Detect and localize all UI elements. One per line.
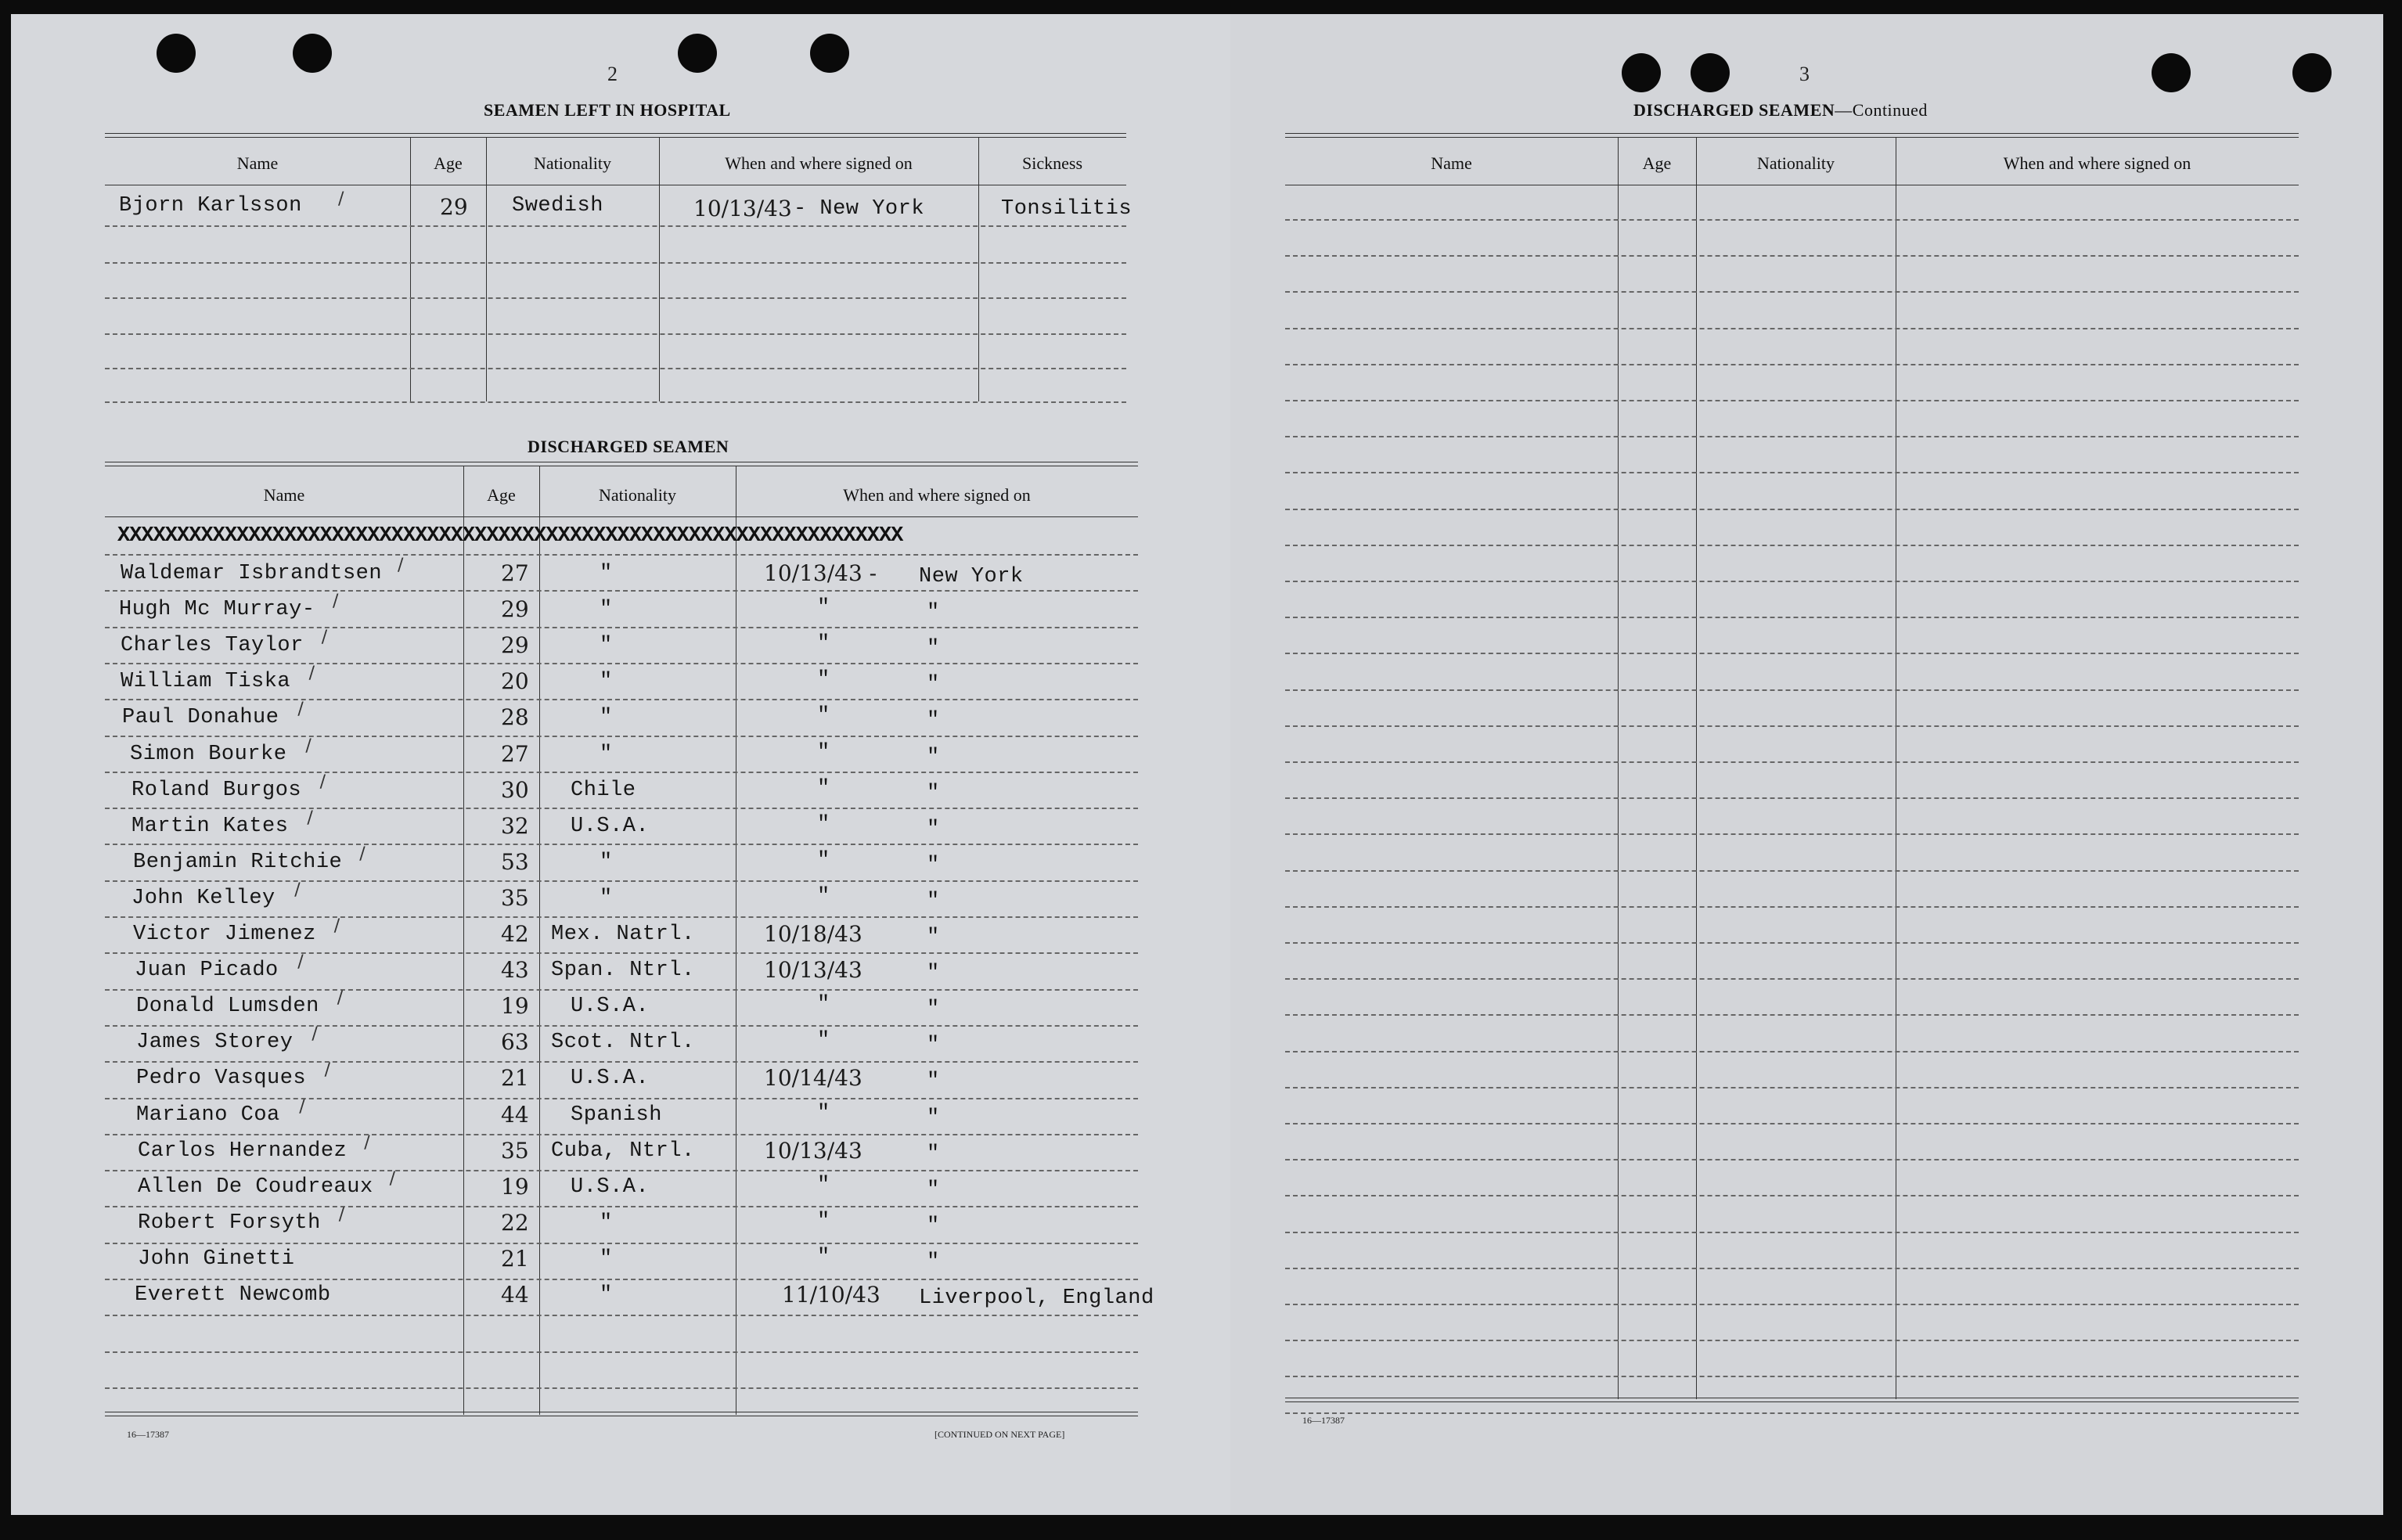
row-rule <box>105 262 1126 264</box>
signed-on-date: 10/18/43 <box>764 921 862 947</box>
signed-on-date: 10/13/43 - <box>764 560 877 586</box>
row-rule <box>105 1315 1138 1316</box>
check-mark: / <box>364 1133 370 1153</box>
seaman-name: Hugh Mc Murray- <box>119 598 315 621</box>
seaman-age: 29 <box>501 596 529 622</box>
seaman-name: Benjamin Ritchie <box>133 851 343 874</box>
row-rule <box>105 1170 1138 1171</box>
row-rule <box>1285 1268 2299 1269</box>
seaman-age: 27 <box>501 560 529 586</box>
column-rule <box>978 137 979 401</box>
signed-on-place: " <box>927 637 940 660</box>
check-mark: / <box>333 592 339 611</box>
check-mark: / <box>294 880 301 900</box>
seaman-name: John Kelley <box>131 887 275 910</box>
row-rule <box>105 1243 1138 1244</box>
row-rule <box>105 699 1138 700</box>
check-mark: / <box>338 189 344 209</box>
punch-hole <box>157 34 196 73</box>
check-mark: / <box>359 844 366 864</box>
signed-on-place: " <box>927 673 940 696</box>
signed-on-date: 11/10/43 <box>782 1282 880 1308</box>
seaman-age: 27 <box>501 741 529 767</box>
column-header: Name <box>1431 153 1472 173</box>
left-page <box>11 14 1230 1515</box>
seaman-name: Waldemar Isbrandtsen <box>121 562 383 585</box>
row-rule <box>1285 364 2299 365</box>
signed-on-place: " <box>927 782 940 805</box>
seaman-nationality: Cuba, Ntrl. <box>551 1139 695 1163</box>
seaman-nationality: " <box>600 743 613 766</box>
punch-hole <box>1691 53 1730 92</box>
seaman-name: William Tiska <box>121 670 291 693</box>
signed-on-date: " <box>817 704 830 728</box>
check-mark: / <box>297 952 304 972</box>
punch-hole <box>293 34 332 73</box>
header-rule <box>105 516 1138 517</box>
row-rule <box>1285 870 2299 872</box>
seaman-age: 53 <box>501 849 529 875</box>
seaman-name: Carlos Hernandez <box>138 1139 348 1163</box>
row-rule <box>1285 761 2299 763</box>
column-header: When and where signed on <box>725 153 913 173</box>
page-number: 3 <box>1799 63 1810 85</box>
seaman-nationality: " <box>600 598 613 621</box>
column-rule <box>486 137 487 401</box>
signed-on-place: " <box>927 601 940 624</box>
seaman-name: Victor Jimenez <box>133 923 316 946</box>
row-rule <box>105 1206 1138 1207</box>
column-header: Age <box>487 485 516 505</box>
row-rule <box>1285 436 2299 437</box>
seaman-name: Mariano Coa <box>136 1103 280 1127</box>
seaman-name: Paul Donahue <box>122 706 279 729</box>
row-rule <box>105 952 1138 954</box>
seaman-age: 35 <box>501 885 529 911</box>
seaman-age: 44 <box>501 1102 529 1128</box>
seaman-nationality: Span. Ntrl. <box>551 959 695 982</box>
row-rule <box>1285 328 2299 329</box>
seaman-name: Allen De Coudreaux <box>138 1175 373 1199</box>
row-rule <box>1285 1051 2299 1052</box>
row-rule <box>105 663 1138 664</box>
row-rule <box>105 1025 1138 1027</box>
column-rule <box>1696 137 1697 1399</box>
seaman-age: 19 <box>501 1174 529 1200</box>
row-rule <box>105 844 1138 845</box>
column-header: Nationality <box>599 485 676 505</box>
seaman-name: Roland Burgos <box>131 779 302 802</box>
right-page <box>1230 14 2383 1515</box>
column-rule <box>539 466 540 1415</box>
column-rule <box>463 466 464 1415</box>
row-rule <box>105 1098 1138 1099</box>
row-rule <box>105 368 1126 369</box>
table-top-rule <box>105 137 1126 138</box>
form-number: 16—17387 <box>127 1429 169 1440</box>
column-rule <box>1618 137 1619 1399</box>
signed-on-place: " <box>927 818 940 841</box>
check-mark: / <box>307 808 313 828</box>
seaman-age: 32 <box>501 813 529 839</box>
check-mark: / <box>319 772 326 792</box>
seaman-name: Martin Kates <box>131 815 289 838</box>
row-rule <box>1285 689 2299 691</box>
row-rule <box>1285 509 2299 510</box>
punch-hole <box>810 34 849 73</box>
row-rule <box>105 808 1138 809</box>
row-rule <box>1285 1304 2299 1305</box>
continued-section-title <box>1633 100 1928 121</box>
signed-on-date: " <box>817 1210 830 1233</box>
row-rule <box>1285 617 2299 618</box>
row-rule <box>1285 255 2299 257</box>
section-title-suffix: —Continued <box>1835 100 1928 120</box>
seaman-name: Simon Bourke <box>130 743 287 766</box>
column-header: Age <box>434 153 463 173</box>
seaman-nationality: U.S.A. <box>571 995 650 1018</box>
seaman-age: 35 <box>501 1138 529 1164</box>
check-mark: / <box>389 1169 396 1189</box>
row-rule <box>1285 1195 2299 1196</box>
signed-on-place: " <box>927 1106 940 1130</box>
seaman-age: 28 <box>501 704 529 730</box>
table-top-rule <box>105 133 1126 134</box>
signed-on-date: " <box>817 993 830 1016</box>
punch-hole <box>678 34 717 73</box>
column-header: When and where signed on <box>843 485 1031 505</box>
row-rule <box>105 880 1138 882</box>
column-rule <box>659 137 660 401</box>
table-top-rule <box>1285 133 2299 134</box>
seaman-nationality: U.S.A. <box>571 1067 650 1090</box>
row-rule <box>105 736 1138 737</box>
seaman-age: 19 <box>501 993 529 1019</box>
punch-hole <box>1622 53 1661 92</box>
seaman-age: 20 <box>501 668 529 694</box>
row-rule <box>1285 978 2299 980</box>
row-rule <box>105 1134 1138 1135</box>
column-header: Age <box>1642 153 1672 173</box>
row-rule <box>105 590 1138 592</box>
seaman-nationality: " <box>600 851 613 874</box>
punch-hole <box>2292 53 2332 92</box>
signed-on-date: " <box>817 1102 830 1125</box>
row-rule <box>1285 797 2299 799</box>
signed-on-date: " <box>817 632 830 656</box>
column-header: When and where signed on <box>2003 153 2191 173</box>
row-rule <box>1285 1087 2299 1088</box>
signed-on-place: " <box>927 998 940 1021</box>
check-mark: / <box>324 1060 331 1080</box>
row-rule <box>1285 1159 2299 1160</box>
row-rule <box>105 225 1126 227</box>
row-rule <box>105 772 1138 773</box>
row-rule <box>105 1279 1138 1280</box>
seaman-nationality: Scot. Ntrl. <box>551 1031 695 1054</box>
seaman-age: 21 <box>501 1065 529 1091</box>
form-number: 16—17387 <box>1302 1415 1345 1426</box>
discharged-section-title: DISCHARGED SEAMEN <box>528 437 729 456</box>
seaman-name: Juan Picado <box>135 959 279 982</box>
hospital-section-title: SEAMEN LEFT IN HOSPITAL <box>484 100 731 120</box>
check-mark: / <box>338 1205 345 1225</box>
row-rule <box>105 1387 1138 1389</box>
row-rule <box>1285 942 2299 944</box>
seaman-age: 21 <box>501 1246 529 1272</box>
row-rule <box>1285 1340 2299 1341</box>
row-rule <box>1285 581 2299 582</box>
row-rule <box>105 401 1126 403</box>
row-rule <box>1285 545 2299 546</box>
row-rule <box>105 627 1138 628</box>
seaman-name: James Storey <box>136 1031 293 1054</box>
signed-on-date: " <box>817 849 830 873</box>
check-mark: / <box>337 988 344 1008</box>
signed-on-date: " <box>817 741 830 765</box>
check-mark: / <box>398 556 404 575</box>
signed-on-place: Liverpool, England <box>919 1286 1154 1310</box>
row-rule <box>1285 833 2299 835</box>
check-mark: / <box>299 1097 305 1117</box>
seaman-name: Pedro Vasques <box>136 1067 307 1090</box>
signed-on-place: " <box>927 854 940 877</box>
row-rule <box>1285 291 2299 293</box>
check-mark: / <box>308 664 315 683</box>
seaman-nationality: U.S.A. <box>571 815 650 838</box>
row-rule <box>105 297 1126 299</box>
section-title-text: DISCHARGED SEAMEN <box>1633 100 1835 120</box>
signed-on-place: " <box>927 746 940 769</box>
continued-note: [CONTINUED ON NEXT PAGE] <box>935 1429 1065 1440</box>
signed-on-date: " <box>817 596 830 620</box>
row-rule <box>105 989 1138 991</box>
check-mark: / <box>333 916 340 936</box>
signed-on-place: - New York <box>794 197 925 221</box>
seaman-name: Charles Taylor <box>121 634 304 657</box>
seaman-name: Donald Lumsden <box>136 995 319 1018</box>
row-rule <box>1285 1376 2299 1377</box>
seaman-nationality: " <box>600 887 613 910</box>
column-header: Sickness <box>1022 153 1082 173</box>
column-header: Name <box>236 153 279 173</box>
signed-on-date: 10/14/43 <box>764 1065 862 1091</box>
row-rule <box>1285 1232 2299 1233</box>
row-rule <box>105 1061 1138 1063</box>
signed-on-date: 10/13/43 <box>764 1138 862 1164</box>
signed-on-place: " <box>927 926 940 949</box>
row-rule <box>105 916 1138 918</box>
signed-on-date: " <box>817 813 830 837</box>
table-top-rule <box>1285 137 2299 138</box>
seaman-age: 44 <box>501 1282 529 1308</box>
seaman-age: 29 <box>440 194 468 220</box>
punch-hole <box>2152 53 2191 92</box>
seaman-age: 22 <box>501 1210 529 1236</box>
signed-on-place: " <box>927 962 940 985</box>
signed-on-date: " <box>817 885 830 909</box>
signed-on-place: " <box>927 1142 940 1166</box>
signed-on-date: " <box>817 777 830 801</box>
column-header: Name <box>263 485 305 505</box>
row-rule <box>1285 906 2299 908</box>
row-rule <box>1285 1123 2299 1124</box>
signed-on-place: " <box>927 1250 940 1274</box>
seaman-nationality: " <box>600 670 613 693</box>
signed-on-place: " <box>927 709 940 732</box>
check-mark: / <box>297 700 304 719</box>
row-rule <box>1285 1014 2299 1016</box>
seaman-nationality: Mex. Natrl. <box>551 923 695 946</box>
check-mark: / <box>305 736 312 756</box>
column-header: Nationality <box>534 153 611 173</box>
signed-on-place: " <box>927 1034 940 1057</box>
seaman-nationality: " <box>600 1247 613 1271</box>
seaman-name: Robert Forsyth <box>138 1211 321 1235</box>
row-rule <box>1285 400 2299 401</box>
seaman-nationality: Swedish <box>512 194 603 218</box>
signed-on-place: New York <box>919 565 1024 588</box>
seaman-age: 29 <box>501 632 529 658</box>
check-mark: / <box>321 628 328 647</box>
seaman-nationality: " <box>600 562 613 585</box>
struck-out-row: XXXXXXXXXXXXXXXXXXXXXXXXXXXXXXXXXXXXXXXXXXXXXXXXXXXXXXXXXXXXXXXXXX <box>117 524 903 548</box>
row-rule <box>1285 725 2299 727</box>
seaman-age: 43 <box>501 957 529 983</box>
seaman-name: John Ginetti <box>138 1247 295 1271</box>
signed-on-date: " <box>817 1029 830 1052</box>
seaman-nationality: " <box>600 1283 613 1307</box>
seaman-nationality: Chile <box>571 779 636 802</box>
signed-on-place: " <box>927 1214 940 1238</box>
signed-on-date: " <box>817 1174 830 1197</box>
row-rule <box>1285 219 2299 221</box>
signed-on-place: " <box>927 890 940 913</box>
row-rule <box>105 333 1126 335</box>
sickness: Tonsilitis <box>1001 197 1133 221</box>
row-rule <box>1285 653 2299 654</box>
seaman-name: Bjorn Karlsson <box>119 194 302 218</box>
signed-on-date: 10/13/43 <box>764 957 862 983</box>
table-bottom-rule <box>1285 1401 2299 1402</box>
seaman-name: Everett Newcomb <box>135 1283 331 1307</box>
signed-on-date: " <box>817 668 830 692</box>
seaman-nationality: " <box>600 706 613 729</box>
row-rule <box>1285 1412 2299 1414</box>
row-rule <box>105 1351 1138 1353</box>
check-mark: / <box>312 1024 318 1044</box>
signed-on-place: " <box>927 1070 940 1093</box>
seaman-age: 30 <box>501 777 529 803</box>
page-number: 2 <box>607 63 618 85</box>
column-rule <box>410 137 411 401</box>
signed-on-place: " <box>927 1178 940 1202</box>
seaman-nationality: " <box>600 1211 613 1235</box>
seaman-age: 63 <box>501 1029 529 1055</box>
seaman-nationality: " <box>600 634 613 657</box>
row-rule <box>1285 472 2299 473</box>
seaman-nationality: Spanish <box>571 1103 662 1127</box>
signed-on-date: " <box>817 1246 830 1269</box>
seaman-age: 42 <box>501 921 529 947</box>
row-rule <box>105 554 1138 556</box>
signed-on-date: 10/13/43 <box>693 196 792 221</box>
seaman-nationality: U.S.A. <box>571 1175 650 1199</box>
column-header: Nationality <box>1757 153 1835 173</box>
